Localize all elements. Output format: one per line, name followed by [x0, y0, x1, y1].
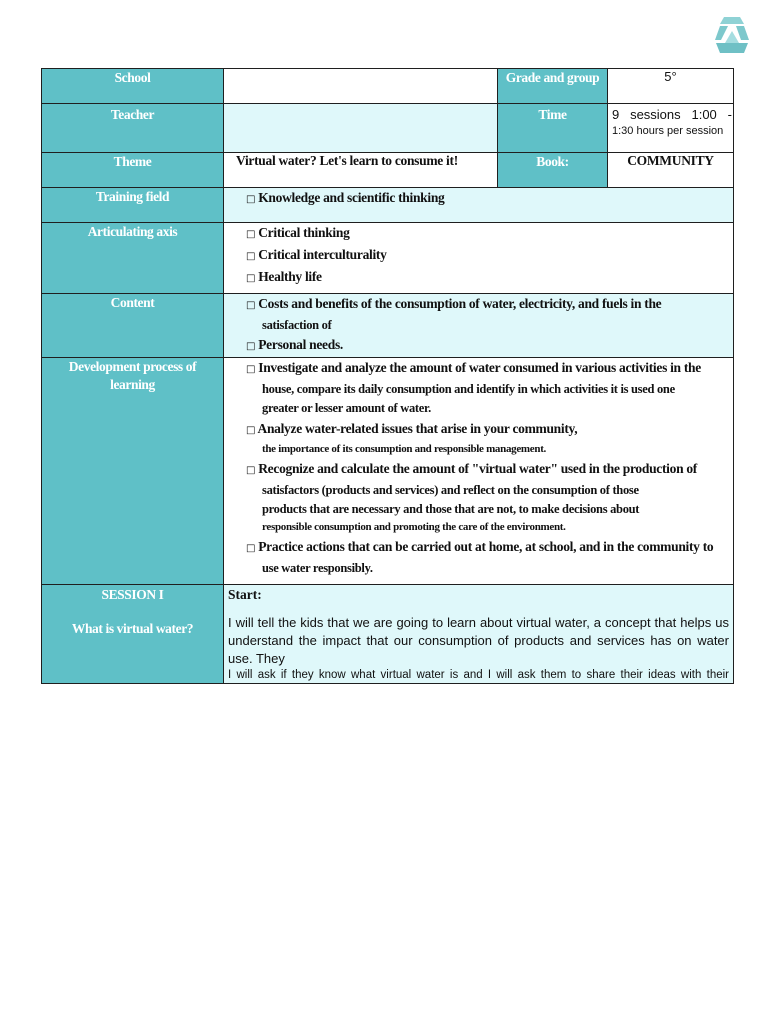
list-item-continuation: products that are necessary and those that are not, to make decisions about — [262, 502, 640, 516]
list-item-continuation: the importance of its consumption and responsible management. — [262, 443, 547, 455]
theme-value: Virtual water? Let's learn to consume it! — [224, 153, 498, 188]
list-item: □ Practice actions that can be carried out at home, at school, and in the community to — [246, 539, 714, 554]
process-label — [42, 358, 224, 585]
content-label: Content — [42, 294, 224, 358]
teacher-label: Teacher — [42, 104, 224, 153]
checkbox-icon: □ — [246, 229, 256, 240]
session-content — [224, 585, 734, 684]
theme-label: Theme — [42, 153, 224, 188]
school-value — [224, 69, 498, 104]
content-row — [42, 294, 734, 358]
process-label-line-1: Development process of — [68, 359, 197, 374]
triangle-logo-icon — [714, 16, 750, 54]
axis-label: Articulating axis — [42, 223, 224, 294]
checkbox-icon: □ — [246, 364, 256, 375]
list-item: □ Costs and benefits of the consumption of water, electricity, and fuels in the — [246, 296, 662, 311]
time-value — [608, 104, 734, 153]
list-item: □ Investigate and analyze the amount of water consumed in various activities in the — [246, 360, 701, 375]
list-item: □ Knowledge and scientific thinking — [246, 190, 445, 205]
checkbox-icon: □ — [246, 251, 256, 262]
book-value: COMMUNITY — [608, 153, 734, 188]
list-item-continuation: use water responsibly. — [262, 561, 373, 575]
checkbox-icon: □ — [246, 194, 256, 205]
training-row — [42, 188, 734, 223]
list-item-continuation: house, compare its daily consumption and identify in which activities it is used one — [262, 382, 675, 396]
grade-label: Grade and group — [498, 69, 608, 104]
process-label-line-2: learning — [110, 377, 155, 392]
teacher-value — [224, 104, 498, 153]
process-content — [224, 358, 734, 585]
checkbox-icon: □ — [246, 341, 256, 352]
training-content — [224, 188, 734, 223]
list-item-continuation: greater or lesser amount of water. — [262, 401, 431, 415]
axis-content — [224, 223, 734, 294]
theme-row — [42, 153, 734, 188]
session-paragraph-2: I will ask if they know what virtual water is and I will ask them to share their ideas with their — [228, 669, 729, 681]
checkbox-icon: □ — [246, 300, 256, 311]
teacher-row — [42, 104, 734, 153]
school-label: School — [42, 69, 224, 104]
grade-value: 5° — [608, 69, 734, 104]
list-item: □ Healthy life — [246, 269, 322, 284]
session-label: SESSION I — [101, 587, 164, 602]
list-item: □ Critical thinking — [246, 225, 350, 240]
checkbox-icon: □ — [246, 465, 256, 476]
time-line-1: 9 sessions 1:00 - — [612, 107, 732, 122]
list-item: □ Critical interculturality — [246, 247, 387, 262]
content-content — [224, 294, 734, 358]
lesson-plan-table — [41, 68, 734, 684]
time-label-text: Time — [538, 107, 567, 122]
checkbox-icon: □ — [246, 273, 256, 284]
list-item-continuation: responsible consumption and promoting the care of the environment. — [262, 521, 566, 533]
checkbox-icon: □ — [246, 425, 256, 436]
book-label: Book: — [498, 153, 608, 188]
list-item-continuation: satisfactors (products and services) and reflect on the consumption of those — [262, 483, 639, 497]
session-label-cell — [42, 585, 224, 684]
list-item: □ Personal needs. — [246, 337, 343, 352]
session-paragraph-1: I will tell the kids that we are going to learn about virtual water, a concept that helps us understand the impact that our consumption of products and services has on water use. They — [228, 615, 729, 666]
process-row — [42, 358, 734, 585]
list-item-continuation: satisfaction of — [262, 318, 332, 332]
time-line-2: 1:30 hours per session — [612, 125, 724, 137]
session-start-heading: Start: — [228, 587, 262, 602]
training-label: Training field — [42, 188, 224, 223]
axis-row — [42, 223, 734, 294]
session-row — [42, 585, 734, 684]
school-row — [42, 69, 734, 104]
session-question: What is virtual water? — [71, 621, 194, 636]
list-item: □ Analyze water-related issues that arise in your community, — [246, 421, 578, 436]
checkbox-icon: □ — [246, 543, 256, 554]
list-item: □ Recognize and calculate the amount of "virtual water" used in the production of — [246, 461, 698, 476]
time-label — [498, 104, 608, 153]
